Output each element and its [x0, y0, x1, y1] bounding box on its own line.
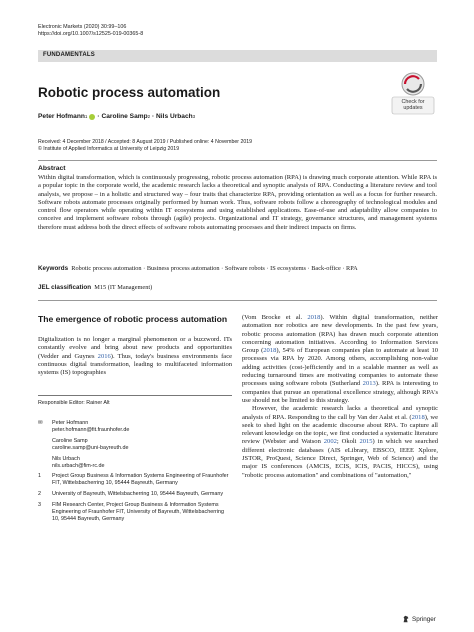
- dates-line: Received: 4 December 2018 / Accepted: 8 August 2019 / Published online: 4 November 2019: [38, 139, 252, 145]
- author-list: [38, 113, 195, 120]
- contact-email[interactable]: caroline.samp@uni-bayreuth.de: [52, 444, 129, 451]
- citation-link[interactable]: 2013: [362, 380, 376, 388]
- contact-block: [38, 456, 232, 470]
- affiliation: [38, 473, 232, 487]
- contact-name: Caroline Samp: [52, 437, 88, 444]
- text-run: ). RPA is interesting to companies that pursue an operational excellence strategy, although RPA's use should not be limited to this strategy.: [242, 380, 438, 404]
- footnote-rule: [38, 395, 232, 396]
- citation-link[interactable]: 2018: [411, 413, 425, 421]
- check-for-updates-label: [389, 99, 437, 112]
- author-contacts: [38, 420, 232, 527]
- abstract-heading: Abstract: [38, 165, 66, 172]
- citation-link[interactable]: 2002: [323, 438, 337, 446]
- paragraph: [242, 314, 438, 405]
- keywords-text: Robotic process automation · Business process automation · Software robots · IS ecosystems · Back-office · RPA: [71, 265, 358, 272]
- article-title: Robotic process automation: [38, 85, 221, 100]
- author-name[interactable]: Nils Urbach: [156, 113, 193, 120]
- citation-link[interactable]: 2015: [359, 438, 373, 446]
- badge-line-2: updates: [403, 105, 423, 112]
- divider: [38, 300, 437, 301]
- author-name[interactable]: Peter Hofmann: [38, 113, 85, 120]
- left-column-text: [38, 336, 232, 377]
- copyright-line: © Institute of Applied Informatics at University of Leipzig 2019: [38, 146, 180, 152]
- springer-horse-icon: [402, 615, 410, 623]
- affiliation-text: University of Bayreuth, Wittelsbacherring 10, 95444 Bayreuth, Germany: [52, 491, 224, 498]
- publication-dates: [38, 139, 252, 153]
- section-heading: The emergence of robotic process automation: [38, 314, 228, 324]
- right-column-text: [242, 314, 438, 480]
- text-run: (Vom Brocke et al.: [242, 314, 308, 321]
- doi-link[interactable]: https://doi.org/10.1007/s12525-019-00365-8: [38, 31, 144, 37]
- affiliation: [38, 502, 232, 523]
- citation-link[interactable]: 2018: [307, 314, 321, 321]
- contact-name: Peter Hofmann: [52, 420, 89, 426]
- contact-block: [38, 420, 232, 434]
- citation-link[interactable]: 2016: [97, 352, 111, 360]
- author-separator: ·: [150, 113, 157, 120]
- paragraph: [242, 405, 438, 480]
- jel-label: JEL classification: [38, 284, 92, 291]
- jel-classification: [38, 284, 437, 291]
- journal-info: [38, 24, 143, 38]
- text-run: ), we seek to shed light on the academic discourse about RPA. To capture all relevant knowledge on the topic, we first conducted a systematic literature review (Webster and Watson: [242, 413, 438, 446]
- text-run: ). Thus, today's business environments face continuous digital transformation, leading to multifaceted information systems (IS) topographies: [38, 352, 233, 377]
- divider: [38, 160, 437, 161]
- contact-email[interactable]: nils.urbach@fim-rc.de: [52, 462, 105, 469]
- email-icon: ✉: [38, 420, 43, 426]
- text-run: ) in which we searched different electronic databases (AIS eLibrary, EBSCO, IEEE Xplore, JSTOR, ProQuest, Science Direct, Springer, Web of Science) and the major IS conferences (AMCIS, ECIS, ICIS, PACIS, HICCS), using "robotic process automation" and combinations of "automation,": [242, 438, 439, 479]
- affiliation-text: Project Group Business & Information Systems Engineering of Fraunhofer FIT, Wittelsbacherring 10, 95444 Bayreuth, Germany: [52, 473, 229, 487]
- affiliation-number: 3: [38, 502, 41, 509]
- section-label: FUNDAMENTALS: [43, 51, 95, 58]
- affiliation-number: 2: [38, 491, 41, 498]
- author-separator: ·: [97, 113, 102, 120]
- publisher-logo: [402, 615, 436, 623]
- publisher-name: Springer: [412, 615, 436, 623]
- orcid-icon[interactable]: [89, 114, 95, 120]
- journal-citation: Electronic Markets (2020) 30:99–106: [38, 24, 127, 30]
- keywords: [38, 265, 437, 272]
- author-affil-sup: 1: [84, 114, 88, 119]
- abstract-text: Within digital transformation, which is continuously progressing, robotic process automation (RPA) is drawing much corporate attention. While RPA is a popular topic in the corporate world, the academic research lacks a theoretical and synoptic analysis of RPA. Conducting a literature review and tool analysis, we propose – in a holistic and structured way – four traits that characterize RPA, providing orientation as well as a focus for further research. Software robots automate processes originally performed by human work. Thus, software robots follow a choreography of technological modules and control flow operators while operating within IT ecosystems and using established applications. Ease-of-use and adaptability allow companies to conceive and implement software robots through (agile) projects. Organizational and IT strategy, governance structures, and management systems therefore must address both the direct effects of software robots automating processes and their indirect impacts on firms.: [38, 174, 437, 231]
- text-run: However, the academic research lacks a theoretical and synoptic analysis of RPA. Responding to the call by Van der Aalst et al. (: [242, 405, 438, 421]
- text-run: ; Okoli: [336, 438, 360, 446]
- keywords-label: Keywords: [38, 265, 69, 272]
- jel-text: M15 (IT Management): [94, 284, 153, 291]
- contact-email[interactable]: peter.hofmann@fit.fraunhofer.de: [52, 426, 130, 433]
- text-run: ), 54% of European companies plan to automate at least 10 processes via RPA by 2020. Among others, accomplishing non-value adding activities (cost-)efficiently and in a scalable manner as well as reducing turnaround times are motivating companies to automate these processes using software robots (Sutherland: [242, 347, 438, 388]
- citation-link[interactable]: 2018: [263, 347, 277, 355]
- affiliation-text: FIM Research Center, Project Group Business & Information Systems Engineering of Fraunhofer FIT, University of Bayreuth, Wittelsbacherring 10, 95444 Bayreuth, Germany: [52, 502, 224, 522]
- text-run: ). Within digital transformation, neither automation nor robotics are new developments. In the past few years, robotic process automation (RPA) has drawn much corporate attention concerning automation initiatives. According to Information Services Group (: [242, 314, 438, 355]
- text-run: Digitalization is no longer a marginal phenomenon or a buzzword. ITs constantly evolve and bring about new products and opportunities (Vedder and Guynes: [38, 336, 232, 360]
- section-banner: [38, 50, 437, 62]
- author-affil-sup: 2: [147, 114, 151, 119]
- affiliation: [38, 491, 232, 498]
- contact-name: Nils Urbach: [52, 455, 80, 462]
- responsible-editor: Responsible Editor: Rainer Alt: [38, 400, 110, 406]
- badge-line-1: Check for: [401, 99, 425, 105]
- author-name[interactable]: Caroline Samp: [101, 113, 148, 120]
- affiliation-number: 1: [38, 473, 41, 480]
- contact-block: [38, 438, 232, 452]
- author-affil-sup: 3: [192, 114, 196, 119]
